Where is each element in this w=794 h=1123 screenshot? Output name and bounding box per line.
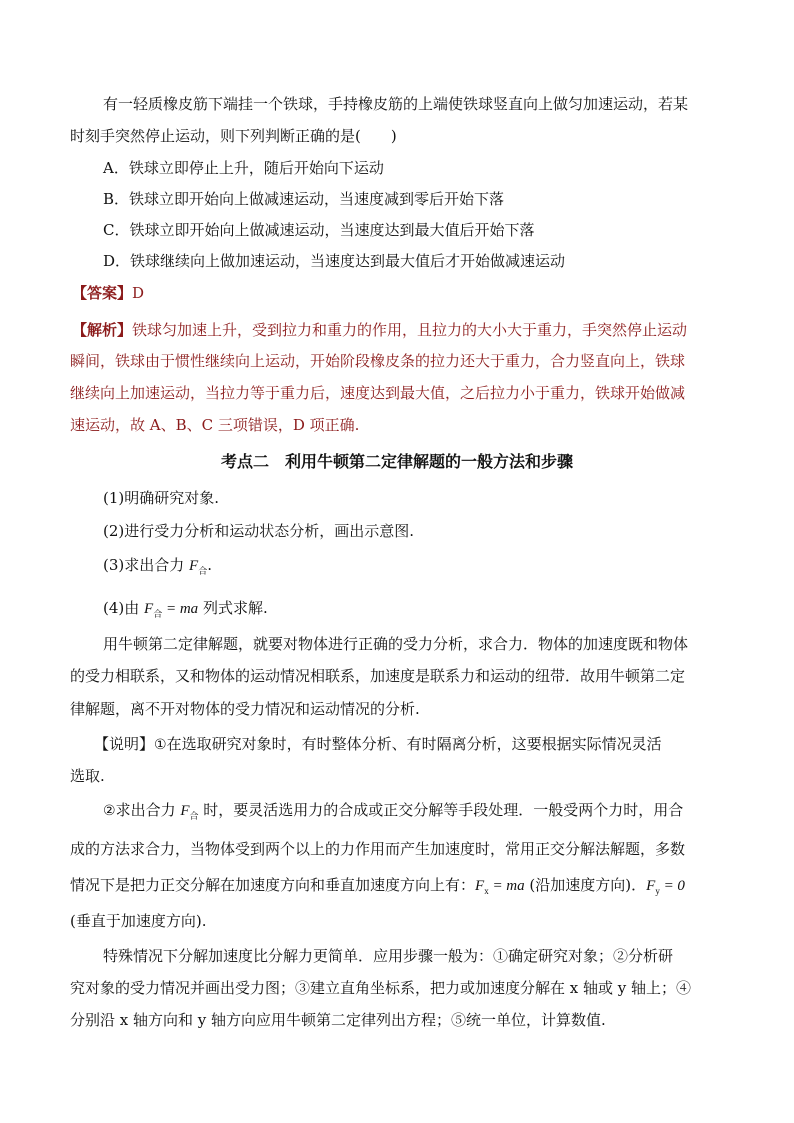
circle-number-1: ① bbox=[154, 737, 167, 753]
formula-f-he: $F_合$ bbox=[189, 558, 208, 576]
answer-value: D bbox=[132, 284, 145, 302]
note-line-1 bbox=[94, 734, 754, 755]
step-2: (2)进行受力分析和运动状态分析，画出示意图. bbox=[103, 522, 415, 540]
formula-f-he-2: $F_合$ bbox=[180, 803, 199, 821]
option-d: D．铁球继续向上做加速运动，当速度达到最大值后才开始做减速运动 bbox=[103, 252, 566, 270]
option-c: C．铁球立即开始向上做减速运动，当速度达到最大值后开始下落 bbox=[103, 221, 535, 239]
note-label: 【说明】 bbox=[94, 735, 155, 753]
circle-number-2: ② bbox=[103, 803, 116, 819]
step-3-suffix: . bbox=[207, 556, 212, 574]
analysis-line-2: 瞬间，铁球由于惯性继续向上运动，开始阶段橡皮条的拉力还大于重力，合力竖直向上，铁球 bbox=[70, 352, 686, 370]
note-line-6: (垂直于加速度方向). bbox=[70, 912, 207, 930]
option-a: A．铁球立即停止上升，随后开始向下运动 bbox=[103, 159, 384, 177]
analysis-text-1: 铁球匀加速上升，受到拉力和重力的作用，且拉力的大小大于重力，手突然停止运动 bbox=[132, 321, 688, 339]
note-text-5-mid: (沿加速度方向)． bbox=[524, 876, 647, 894]
section-title: 考点二 利用牛顿第二定律解题的一般方法和步骤 bbox=[220, 452, 573, 471]
step-4-prefix: (4)由 bbox=[103, 599, 145, 617]
note-text-3-prefix: 求出合力 bbox=[115, 801, 181, 819]
formula-fy-zero: $F_y = 0$ bbox=[646, 878, 685, 896]
note-text-1: 在选取研究对象时，有时整体分析、有时隔离分析，这要根据实际情况灵活 bbox=[166, 735, 662, 753]
formula-newton-second-law: $F_合$ = ma bbox=[144, 601, 199, 619]
analysis-line-3: 继续向上加速运动，当拉力等于重力后，速度达到最大值，之后拉力小于重力，铁球开始做减 bbox=[70, 384, 686, 402]
paragraph1-line-2: 的受力相联系，又和物体的运动情况相联系，加速度是联系力和运动的纽带．故用牛顿第二定 bbox=[70, 667, 686, 685]
answer-line bbox=[72, 283, 732, 303]
analysis-line-4: 速运动，故 A、B、C 三项错误，D 项正确. bbox=[70, 416, 360, 434]
note-line-4: 成的方法求合力，当物体受到两个以上的力作用而产生加速度时，常用正交分解法解题，多数 bbox=[70, 840, 686, 858]
step-4-suffix: 列式求解. bbox=[198, 599, 268, 617]
answer-label: 【答案】 bbox=[72, 284, 133, 302]
formula-fx-ma: $F_x$ = ma bbox=[475, 878, 525, 896]
analysis-label: 【解析】 bbox=[72, 321, 133, 339]
paragraph2-line-1: 特殊情况下分解加速度比分解力更简单．应用步骤一般为：①确定研究对象；②分析研 bbox=[103, 947, 674, 965]
step-3-prefix: (3)求出合力 bbox=[103, 556, 190, 574]
note-text-5-prefix: 情况下是把力正交分解在加速度方向和垂直加速度方向上有： bbox=[70, 876, 476, 894]
note-line-2: 选取. bbox=[70, 767, 105, 785]
question-line-2: 时刻手突然停止运动，则下列判断正确的是( ) bbox=[70, 127, 397, 145]
question-line-1: 有一轻质橡皮筋下端挂一个铁球，手持橡皮筋的上端使铁球竖直向上做匀加速运动，若某 bbox=[103, 95, 689, 113]
note-text-3-suffix: 时，要灵活选用力的合成或正交分解等手段处理．一般受两个力时，用合 bbox=[198, 801, 684, 819]
option-b: B．铁球立即开始向上做减速运动，当速度减到零后开始下落 bbox=[103, 190, 505, 208]
note-line-5 bbox=[70, 875, 730, 901]
paragraph1-line-1: 用牛顿第二定律解题，就要对物体进行正确的受力分析，求合力．物体的加速度既和物体 bbox=[103, 635, 689, 653]
paragraph2-line-3: 分别沿 x 轴方向和 y 轴方向应用牛顿第二定律列出方程；⑤统一单位，计算数值. bbox=[70, 1011, 606, 1029]
note-line-3 bbox=[103, 800, 763, 826]
paragraph2-line-2: 究对象的受力情况并画出受力图；③建立直角坐标系，把力或加速度分解在 x 轴或 y 轴上；④ bbox=[70, 979, 692, 997]
paragraph1-line-3: 律解题，离不开对物体的受力情况和运动情况的分析. bbox=[70, 700, 420, 718]
analysis-line-1 bbox=[72, 320, 732, 340]
step-4 bbox=[103, 598, 763, 624]
step-1: (1)明确研究对象. bbox=[103, 489, 220, 507]
step-3 bbox=[103, 555, 763, 581]
